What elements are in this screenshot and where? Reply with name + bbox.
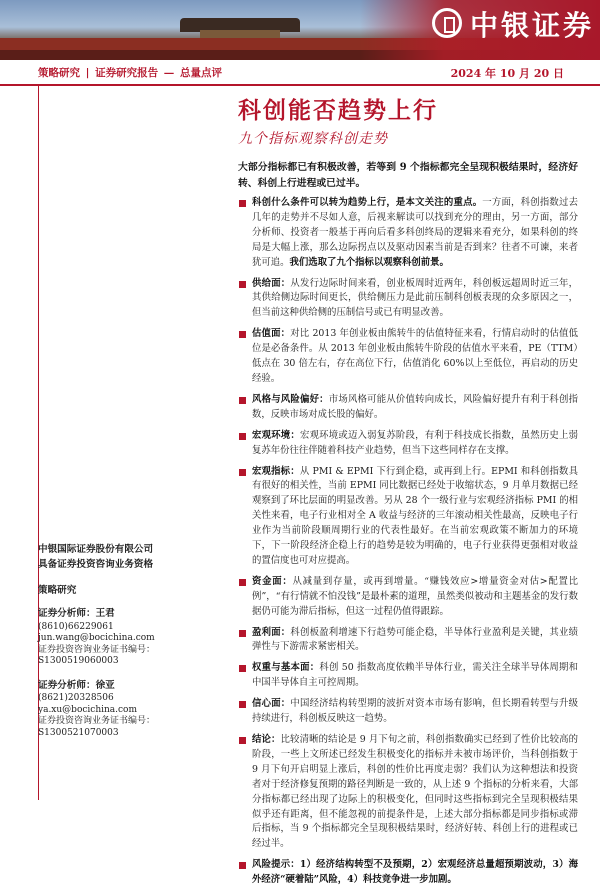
breadcrumb bbox=[38, 65, 224, 80]
analyst-card bbox=[38, 608, 218, 668]
breadcrumb-item: 总量点评 bbox=[179, 67, 222, 79]
key-point bbox=[238, 196, 578, 271]
summary-paragraph: 大部分指标都已有积极改善，若等到 9 个指标都完全呈现积极结果时，经济好转、科创上行进程或已过半。 bbox=[238, 162, 578, 189]
key-point bbox=[238, 575, 578, 620]
key-point bbox=[238, 697, 578, 727]
analyst-role: 证券分析师： bbox=[38, 679, 96, 691]
key-point bbox=[238, 429, 578, 459]
key-point-heading: 科创什么条件可以转为趋势上行，是本文关注的重点。 bbox=[252, 197, 483, 208]
company-name bbox=[38, 542, 218, 572]
analyst-heading bbox=[38, 680, 218, 692]
key-point-heading: 信心面： bbox=[252, 698, 291, 710]
key-point-body: 科创 50 指数高度依赖半导体行业，需关注全球半导体周期和中国半导体自主可控周期。 bbox=[252, 662, 578, 689]
key-point-heading: 供给面： bbox=[252, 277, 291, 289]
report-title: 科创能否趋势上行 bbox=[238, 97, 438, 124]
analyst-phone: (8621)20328506 bbox=[38, 693, 114, 703]
key-point bbox=[238, 277, 578, 322]
breadcrumb-separator: | bbox=[85, 67, 90, 79]
header-banner bbox=[0, 0, 600, 60]
analyst-name: 徐亚 bbox=[95, 679, 115, 691]
analyst-card bbox=[38, 680, 218, 740]
analyst-name: 王君 bbox=[95, 608, 115, 619]
analyst-cert: 证券投资咨询业务证书编号：S1300519060003 bbox=[38, 644, 156, 666]
risk-warning: 风险提示：1）经济结构转型不及预期，2）宏观经济总量超预期波动，3）海外经济“硬着陆”风险，4）科技竞争进一步加剧。 bbox=[238, 858, 578, 888]
key-point bbox=[238, 626, 578, 656]
key-point bbox=[238, 393, 578, 423]
key-point-heading: 盈利面： bbox=[252, 626, 291, 638]
key-point-body: 从 PMI & EPMI 下行到企稳，或再到上行。EPMI 和科创指数具有很好的相关性，当前 EPMI 同比数据已经处于收缩状态，9 月单月数据已经观察到了环比层面的明显改善。另从 28 个一级行业与宏观经济指标 PMI 的相关性来看，电子行业相对全 A 收益与经济的三年滚动相关性最高，反映电子行业作为当前阶段顺周期行业的代表性最好。在当前宏观政策不断加力的环境下，下一阶段经济企稳上行的趋势是较为明确的，电子行业获得更强相对收益的置信度也可对应提高。 bbox=[252, 465, 578, 566]
company-line: 具备证券投资咨询业务资格 bbox=[38, 559, 154, 570]
analyst-heading bbox=[38, 608, 218, 620]
key-point-heading: 风格与风险偏好： bbox=[252, 393, 329, 405]
report-subtitle: 九个指标观察科创走势 bbox=[238, 131, 388, 147]
analyst-phone: (8610)66229061 bbox=[38, 621, 114, 632]
breadcrumb-item: 证券研究报告 bbox=[95, 67, 159, 79]
analyst-cert: 证券投资咨询业务证书编号：S1300521070003 bbox=[38, 716, 156, 738]
brand-logo bbox=[360, 0, 600, 60]
key-point-heading: 估值面： bbox=[252, 328, 291, 340]
key-point bbox=[238, 661, 578, 691]
key-point-emphasis: 我们选取了九个指标以观察科创前景。 bbox=[289, 256, 449, 268]
key-point-heading: 宏观环境： bbox=[252, 429, 300, 441]
key-point-body: 一方面，科创指数过去几年的走势并不尽如人意，后视来解读可以找到充分的理由，另一方面，部分分析师、投资者一般基于再向后看多科创终局的逻辑来看充分，如果科创的终局是大幅上涨，那么边际拐点以及驱动因素当前是否到来？往者不可谏，来者犹可追。 bbox=[252, 197, 578, 268]
analyst-email[interactable]: ya.xu@bocichina.com bbox=[38, 704, 138, 715]
key-point-heading: 权重与基本面： bbox=[252, 662, 320, 674]
key-point-body: 市场风格可能从价值转向成长，风险偏好提升有利于科创指数，反映市场对成长股的偏好。 bbox=[252, 393, 578, 420]
key-points bbox=[238, 196, 578, 894]
key-point-body: 从发行边际时间来看，创业板周时近两年，科创板远超周时近三年，其供给侧边际时间更长，供给侧压力是此前压制科创板表现的众多原因之一，但当前这种供给侧的压制信号或已有明显改善。 bbox=[252, 277, 578, 319]
sector-label: 策略研究 bbox=[38, 585, 77, 596]
key-point bbox=[238, 327, 578, 387]
breadcrumb-dash: — bbox=[163, 67, 175, 79]
key-point-body: 宏观环境或迈入弱复苏阶段，有利于科技成长指数，虽然历史上弱复苏年份往往伴随着科技产业趋势，但当下这些同样存在支撑。 bbox=[252, 429, 578, 456]
key-point bbox=[238, 733, 578, 852]
breadcrumb-item: 策略研究 bbox=[38, 67, 80, 79]
brand-name: 中银证券 bbox=[470, 9, 595, 42]
key-point-heading: 结论： bbox=[252, 734, 281, 745]
palace-eave bbox=[200, 30, 280, 38]
key-point-heading: 宏观指标： bbox=[252, 465, 300, 477]
key-point-body: 从减量到存量，或再到增量。“赚钱效应>增量资金对估>配置比例”，“有行情就不怕没钱”是最朴素的道理，虽然类似被动和主题基金的发行数据仍可能为滞后指标，但这一过程仍值得跟踪。 bbox=[252, 575, 578, 617]
report-info-bar bbox=[0, 60, 600, 86]
key-point-body: 比较清晰的结论是 9 月下旬之前，科创指数确实已经到了性价比较高的阶段，一些上文所述已经发生积极变化的指标并未被市场评价，当科创指数于 9 月下旬开启明显上涨后，科创的性价比再度走弱？我们认为这种想法和投资者对于经济修复预期的路径判断是一致的，从上述 9 个指标的分析来看，大部分指标都已经出现了边际上的积极变化，但同时这些指标到完全呈现积极结果似乎还有距离，但不能忽视的前提条件是，上述大部分指标都是同步指标或滞后指标，当 9 个指标都完全呈现积极结果时，经济好转、科创上行的进程或已经过半。 bbox=[252, 734, 578, 850]
analyst-role: 证券分析师： bbox=[38, 608, 96, 619]
author-sidebar bbox=[38, 542, 218, 739]
analyst-email[interactable]: jun.wang@bocichina.com bbox=[38, 633, 155, 643]
key-point-heading: 资金面： bbox=[252, 575, 293, 587]
bank-logo-icon bbox=[432, 8, 462, 38]
report-date: 2024 年 10 月 20 日 bbox=[450, 67, 564, 80]
key-point-body: 对比 2013 年创业板由熊转牛的估值特征来看，行情启动时的估值低位是必备条件。从 2013 年创业板由熊转牛阶段的估值水平来看，PE（TTM）低点在 30 倍左右，存在高位下行，估值消化 60%以上至低位，再启动的历史经验。 bbox=[252, 328, 578, 384]
key-point-body: 中国经济结构转型期的波折对资本市场有影响，但长期看转型与升级持续进行，科创板反映这一趋势。 bbox=[252, 698, 578, 725]
key-point-body: 科创板盈利增速下行趋势可能企稳，半导体行业盈利是关键，其业绩弹性与下游需求紧密相关。 bbox=[252, 626, 578, 653]
company-line: 中银国际证券股份有限公司 bbox=[38, 544, 154, 555]
key-point bbox=[238, 465, 578, 569]
